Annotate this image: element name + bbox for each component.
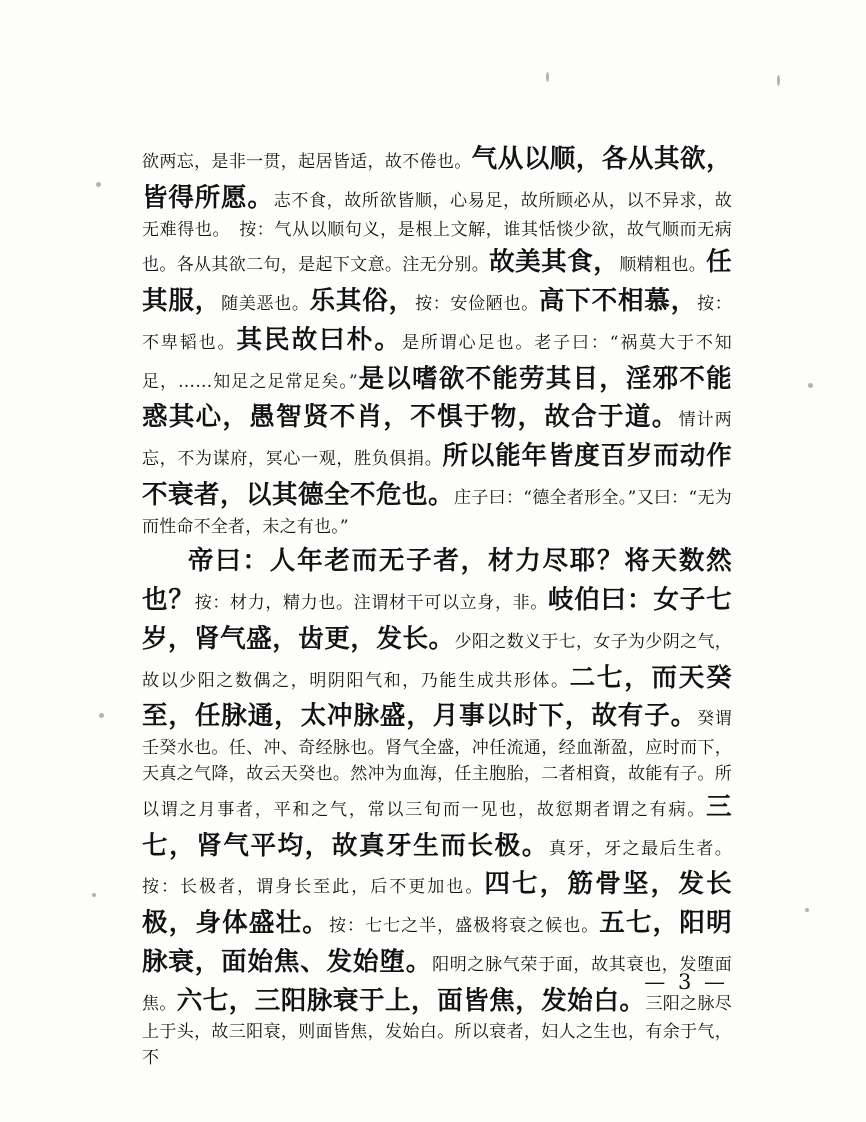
scan-speck (92, 893, 96, 897)
commentary-text-run: 志不食，故所欲皆顺，心易足，故所顾必从，以不异求，故无难得也。 按：气从以顺句义，是根上文解，谁其恬惔少欲，故气顺而无病也。各从其欲二句，是起下文意。注无分别。 (142, 190, 732, 276)
commentary-text-run: 是所谓心足也。老子曰：“祸莫大于不知足，……知足之足常足矣。” (142, 332, 733, 392)
classic-text-run: 岐伯曰：女子七岁，肾气盛，齿更，发长。 (142, 585, 732, 654)
classic-text-run: 其民故曰朴。 (236, 324, 402, 355)
page-number: — 3 — (644, 970, 728, 994)
scan-speck (96, 182, 101, 187)
scan-speck (99, 713, 104, 718)
classic-text-run: 三七，肾气平均，故真牙生而长极。 (142, 791, 732, 861)
classic-text-run: 气从以顺，各从其欲，皆得所愿。 (142, 144, 732, 213)
commentary-text-run: 癸谓壬癸水也。任、冲、奇经脉也。肾气全盛，冲任流通，经血渐盈，应时而下，天真之气降，故云天癸也。然冲为血海，任主胞胎，二者相資，故能有子。所以谓之月事者，平和之气，常以三旬而一见也，故愆期者谓之有病。 (142, 709, 732, 820)
commentary-text-run: 按：材力，精力也。注谓材干可以立身，非。 (194, 593, 548, 614)
classic-text-run: 故美其食， (489, 247, 620, 278)
commentary-text-run: 随美恶也。 (221, 294, 310, 315)
classic-text-run: 任其服， (142, 247, 732, 317)
commentary-text-run: 欲两忘，是非一贯，起居皆适，故不倦也。 (142, 152, 472, 172)
commentary-text-run: 真牙，牙之最后生者。按：长极者，谓身长至此，后不更加也。 (142, 838, 732, 898)
classic-text-run: 六七，三阳脉衰于上，面皆焦，发始白。 (176, 985, 646, 1016)
commentary-text-run: 按：七七之半，盛极将衰之候也。 (329, 916, 600, 937)
scan-speck (777, 75, 780, 86)
classic-text-run: 高下不相慕， (538, 286, 698, 317)
classic-text-run: 所以能年皆度百岁而动作不衰者，以其德全不危也。 (142, 441, 732, 510)
classic-text-run: 帝曰：人年老而无子者，材力尽耶？将天数然也？ (142, 546, 732, 616)
commentary-text-run: 阳明之脉气荣于面，故其衰也，发堕面焦。 (142, 954, 732, 1014)
scan-speck (805, 908, 809, 912)
classic-text-run: 四七，筋骨坚，发长极，身体盛壮。 (142, 869, 732, 939)
classic-text-run: 五七，阳明脉衰，面始焦、发始堕。 (142, 908, 732, 977)
commentary-text-run: 情计两忘，不为谋府，冥心一观，胜负俱捐。 (142, 410, 732, 470)
scan-speck (808, 383, 813, 388)
scan-speck (546, 72, 549, 82)
classic-text-run: 乐其俗， (309, 286, 416, 317)
page-text-column (142, 140, 732, 1072)
commentary-text-run: 按：安俭陋也。 (415, 294, 539, 315)
classic-text-run: 是以嗜欲不能劳其目，淫邪不能惑其心，愚智贤不肖，不惧于物，故合于道。 (142, 363, 732, 433)
commentary-text-run: 庄子曰：“德全者形全。”又曰：“无为而性命不全者，未之有也。” (142, 487, 732, 537)
commentary-text-run: 按：不卑韬也。 (142, 294, 733, 353)
paragraph-1 (142, 140, 732, 540)
commentary-text-run: 少阳之数义于七，女子为少阴之气，故以少阳之数偶之，明阴阳气和，乃能生成共形体。 (142, 631, 732, 691)
commentary-text-run: 三阳之脉尽上于头，故三阳衰，则面皆焦，发始白。所以衰者，妇人之生也，有余于气，不 (142, 993, 733, 1069)
classic-text-run: 二七，而天癸至，任脉通，太冲脉盛，月事以时下，故有子。 (142, 662, 732, 732)
commentary-text-run: 顺精粗也。 (619, 255, 707, 276)
